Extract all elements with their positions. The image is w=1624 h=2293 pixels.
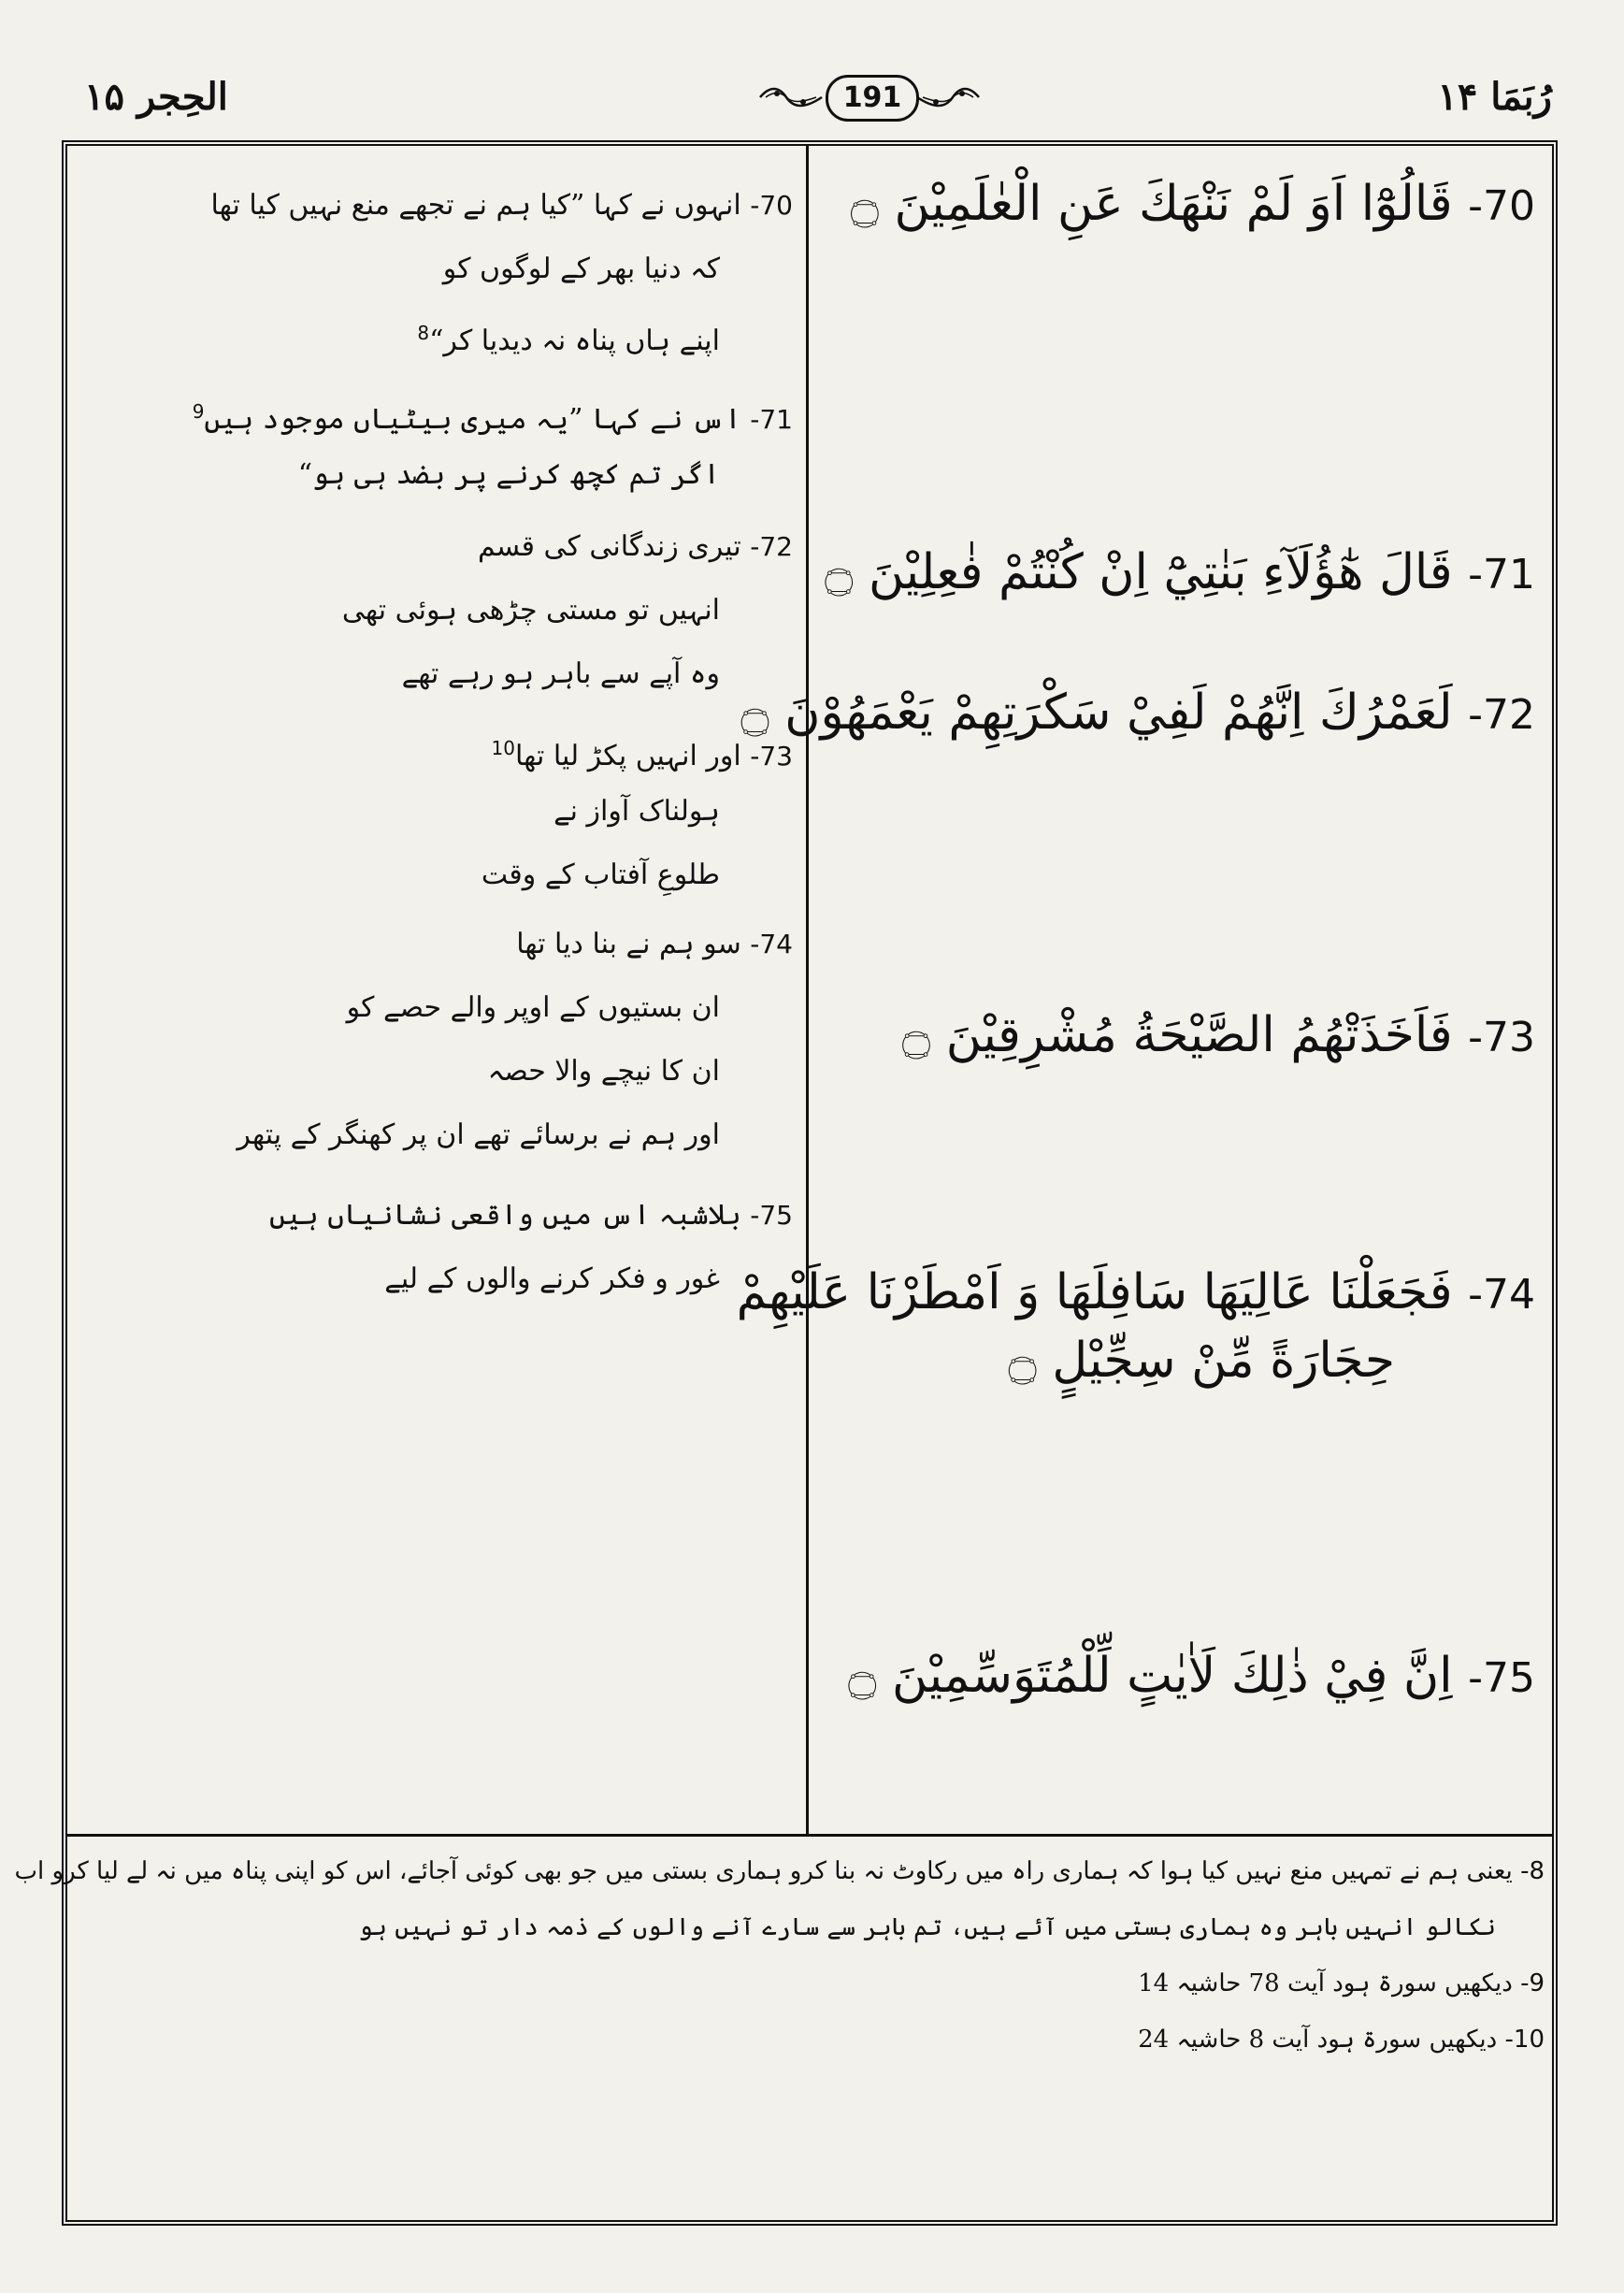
translation-line: اور ہم نے برسائے تھے ان پر کھنگر کے پتھر <box>237 1118 720 1151</box>
translation-number: 75- <box>750 1200 793 1231</box>
ayah-number: 71- <box>1468 551 1535 598</box>
translation-line: کہ دنیا بھر کے لوگوں کو <box>442 252 720 285</box>
ayah-text: لَعَمْرُكَ اِنَّهُمْ لَفِيْ سَكْرَتِهِمْ يَعْمَهُوْنَ ۝ <box>740 685 1453 741</box>
ayah-text: فَجَعَلْنَا عَالِيَهَا سَافِلَهَا وَ اَمْطَرْنَا عَلَيْهِمْ <box>736 1264 1453 1320</box>
footnote-text: یعنی ہم نے تمہیں منع نہیں کیا ہوا کہ ہماری راہ میں رکاوٹ نہ بنا کرو ہماری بستی میں جو بھی کوئی آجائے، اس کو اپنی پناہ میں نہ لے لیا کرو اب <box>14 1857 1513 1885</box>
translation-75 <box>82 1184 793 1311</box>
footnote-number: 10- <box>1504 2026 1545 2054</box>
ayah-number: 70- <box>1468 182 1535 230</box>
translation-number: 71- <box>750 404 793 435</box>
translation-line: انہیں تو مستی چڑھی ہوئی تھی <box>341 594 720 627</box>
ayah-text-continued: حِجَارَةً مِّنْ سِجِّيْلٍ ۝ <box>1008 1332 1395 1389</box>
footnote-text: نکالو انہیں باہر وہ ہماری بستی میں آئے ہیں، تم باہر سے سارے آنے والوں کے ذمہ دار تو نہیں ہو <box>358 1913 1496 1941</box>
translation-71 <box>82 380 793 507</box>
footnote-text: دیکھیں سورۃ ہود آیت 8 حاشیہ 24 <box>1138 2026 1498 2054</box>
ayah-number: 74- <box>1468 1271 1535 1319</box>
ayah-71 <box>815 539 1535 607</box>
footnote-number: 9- <box>1520 1969 1545 1997</box>
footnote-ref: 10 <box>491 737 515 759</box>
footnote-divider <box>67 1834 1552 1837</box>
footnotes <box>14 1843 1552 2208</box>
translation-line: طلوعِ آفتاب کے وقت <box>481 858 720 891</box>
ayah-text: قَالُوْٓا اَوَ لَمْ نَنْهَكَ عَنِ الْعٰلَمِيْنَ ۝ <box>850 176 1453 232</box>
ayah-number: 72- <box>1468 691 1535 739</box>
ornament-right-icon <box>915 84 981 110</box>
ayah-text: اِنَّ فِيْ ذٰلِكَ لَاٰيٰتٍ لِّلْمُتَوَسِّمِيْنَ ۝ <box>848 1648 1453 1704</box>
translation-line: وہ آپے سے باہر ہو رہے تھے <box>401 657 720 690</box>
arabic-column <box>736 146 1552 1834</box>
translation-70 <box>82 174 793 365</box>
translation-line: غور و فکر کرنے والوں کے لیے <box>384 1262 720 1295</box>
footnote-ref: 8 <box>417 322 430 344</box>
translation-74 <box>82 913 793 1167</box>
page-frame <box>14 140 1558 2226</box>
translation-number: 73- <box>750 741 793 772</box>
ayah-75 <box>815 1642 1535 1710</box>
translation-line: بلاشبہ اس میں واقعی نشانیاں ہیں <box>268 1199 741 1232</box>
footnote-number: 8- <box>1520 1857 1545 1885</box>
ayah-text: قَالَ هٰٓؤُلَآءِ بَنٰتِيْٓ اِنْ كُنْتُمْ فٰعِلِيْنَ ۝ <box>825 544 1453 600</box>
translation-line: تیری زندگانی کی قسم <box>477 530 741 563</box>
ayah-text: فَاَخَذَتْهُمُ الصَّيْحَةُ مُشْرِقِيْنَ ۝ <box>901 1007 1453 1063</box>
translation-line: سو ہم نے بنا دیا تھا <box>516 928 741 960</box>
footnote-text: دیکھیں سورۃ ہود آیت 78 حاشیہ 14 <box>1138 1969 1513 1997</box>
ayah-72 <box>740 679 1535 747</box>
translation-line: اور انہیں پکڑ لیا تھا <box>514 740 741 772</box>
urdu-column <box>67 146 806 1834</box>
ayah-70 <box>815 170 1535 238</box>
ayah-74 <box>736 1259 1535 1395</box>
translation-line: ہولناک آواز نے <box>553 795 720 828</box>
ayah-number: 75- <box>1468 1654 1535 1702</box>
translation-line: ان بستیوں کے اوپر والے حصے کو <box>346 991 720 1024</box>
translation-number: 72- <box>750 531 793 562</box>
ornament-left-icon <box>758 84 824 110</box>
page-number: 191 <box>826 75 919 122</box>
footnote-ref: 9 <box>192 400 205 423</box>
translation-line: اس نے کہا ”یہ میری بیٹیاں موجود ہیں <box>204 403 741 436</box>
translation-line: ان کا نیچے والا حصہ <box>487 1055 720 1088</box>
translation-72 <box>82 515 793 706</box>
ayah-number: 73- <box>1468 1014 1535 1061</box>
surah-title: الحِجر ۱۵ <box>84 75 228 119</box>
translation-line: انہوں نے کہا ”کیا ہم نے تجھے منع نہیں کیا تھا <box>210 189 741 222</box>
juz-title: رُبَمَا ۱۴ <box>1437 75 1552 119</box>
translation-number: 74- <box>750 929 793 959</box>
page-number-badge <box>753 69 986 125</box>
translation-line: اپنے ہاں پناہ نہ دیدیا کر“ <box>429 324 720 357</box>
page-header <box>65 65 1561 140</box>
translation-number: 70- <box>750 190 793 221</box>
ayah-73 <box>815 1002 1535 1070</box>
translation-73 <box>82 716 793 907</box>
translation-line: اگر تم کچھ کرنے پر بضد ہی ہو“ <box>297 458 720 491</box>
